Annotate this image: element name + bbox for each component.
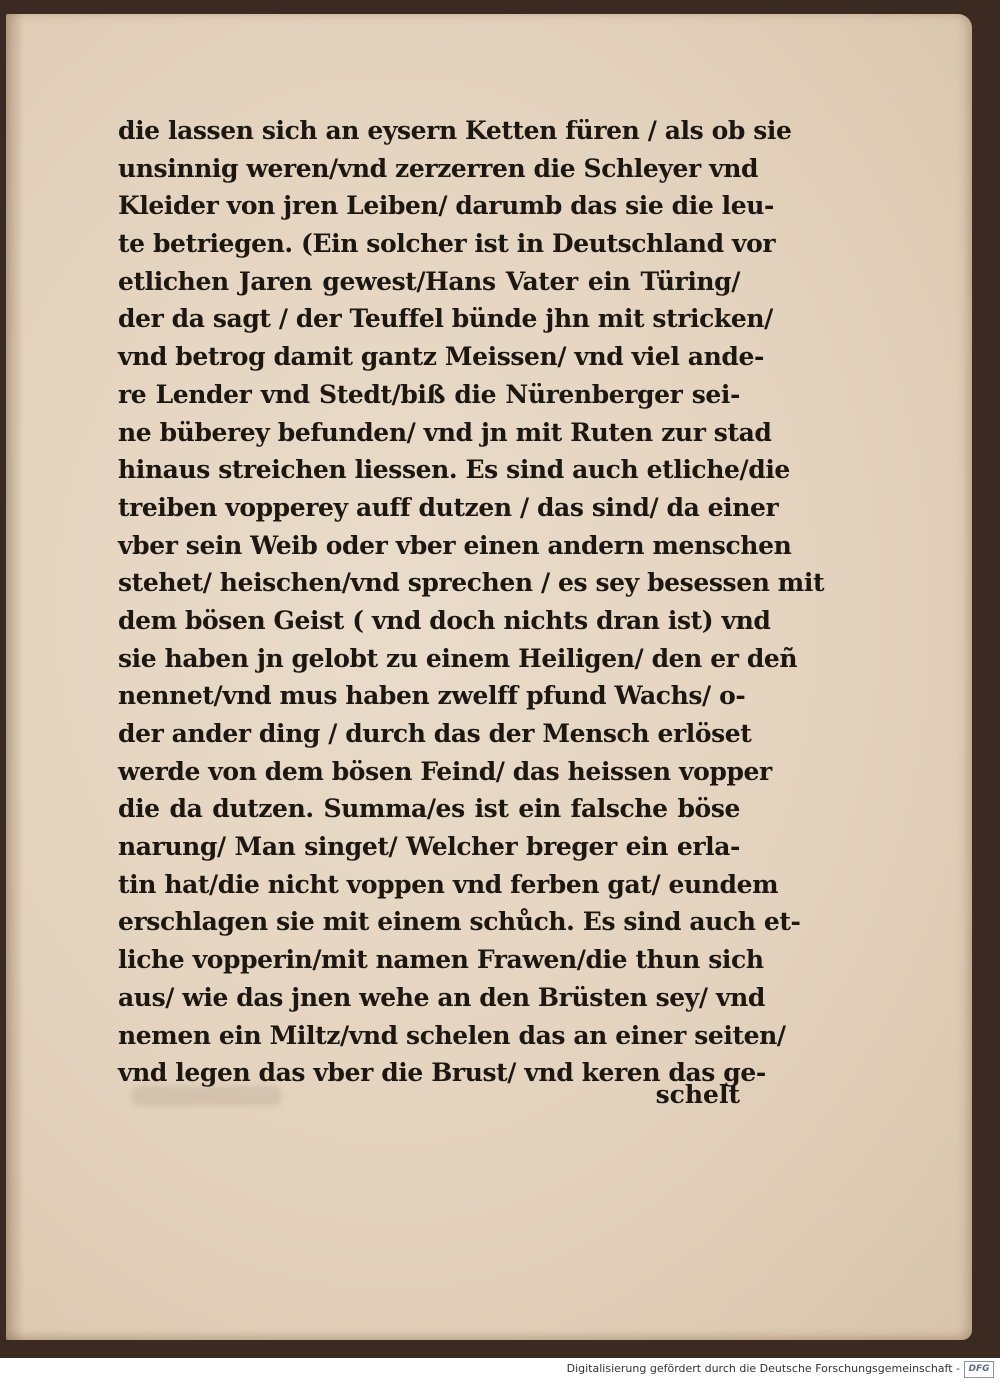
- text-line: der da sagt / der Teuffel bünde jhn mit stricken/: [118, 304, 773, 334]
- footer-bar: [0, 1358, 1000, 1381]
- text-line: stehet/ heischen/vnd sprechen / es sey besessen mit: [118, 568, 825, 598]
- text-line: tin hat/die nicht voppen vnd ferben gat/ eundem: [118, 869, 779, 899]
- text-line: nemen ein Miltz/vnd schelen das an einer seiten/: [118, 1020, 786, 1050]
- text-block: [118, 112, 825, 1092]
- text-line: re Lender vnd Stedt/biß die Nürenberger sei-: [118, 379, 740, 409]
- text-line: vnd betrog damit gantz Meissen/ vnd viel ande-: [118, 342, 764, 372]
- book-page: [6, 14, 972, 1340]
- text-line: die lassen sich an eysern Ketten füren / als ob sie: [118, 116, 792, 145]
- text-line: ne büberey befunden/ vnd jn mit Ruten zur stad: [118, 417, 772, 447]
- text-line: unsinnig weren/vnd zerzerren die Schleyer vnd: [118, 153, 759, 183]
- text-line: liche vopperin/mit namen Frawen/die thun sich: [118, 945, 764, 975]
- text-line: Kleider von jren Leiben/ darumb das sie die leu-: [118, 191, 774, 221]
- text-line: der ander ding / durch das der Mensch erlöset: [118, 719, 752, 748]
- ink-bleed-mark: [132, 1086, 282, 1106]
- text-line: hinaus streichen liessen. Es sind auch etliche/die: [118, 455, 790, 485]
- text-line: erschlagen sie mit einem schůch. Es sind auch et-: [118, 907, 801, 937]
- text-line: treiben vopperey auff dutzen / das sind/ da einer: [118, 492, 779, 522]
- text-line: werde von dem bösen Feind/ das heissen vopper: [118, 756, 772, 786]
- text-line: vber sein Weib oder vber einen andern menschen: [118, 530, 792, 560]
- text-line: dem bösen Geist ( vnd doch nichts dran ist) vnd: [118, 605, 771, 635]
- funding-credit: Digitalisierung gefördert durch die Deutsche Forschungsgemeinschaft -: [566, 1362, 960, 1375]
- text-line: narung/ Man singet/ Welcher breger ein erla-: [118, 832, 740, 862]
- catchword: schelt: [655, 1080, 740, 1109]
- text-line: nennet/vnd mus haben zwelff pfund Wachs/ o-: [118, 681, 746, 711]
- dfg-logo: DFG: [964, 1361, 994, 1378]
- text-line: sie haben jn gelobt zu einem Heiligen/ den er deñ: [118, 643, 798, 673]
- text-line: te betriegen. (Ein solcher ist in Deutschland vor: [118, 229, 776, 259]
- text-line: etlichen Jaren gewest/Hans Vater ein Türing/: [118, 266, 740, 296]
- text-line: vnd legen das vber die Brust/ vnd keren das ge-: [118, 1058, 766, 1088]
- text-line: die da dutzen. Summa/es ist ein falsche böse: [118, 794, 740, 824]
- text-line: aus/ wie das jnen wehe an den Brüsten sey/ vnd: [118, 982, 765, 1012]
